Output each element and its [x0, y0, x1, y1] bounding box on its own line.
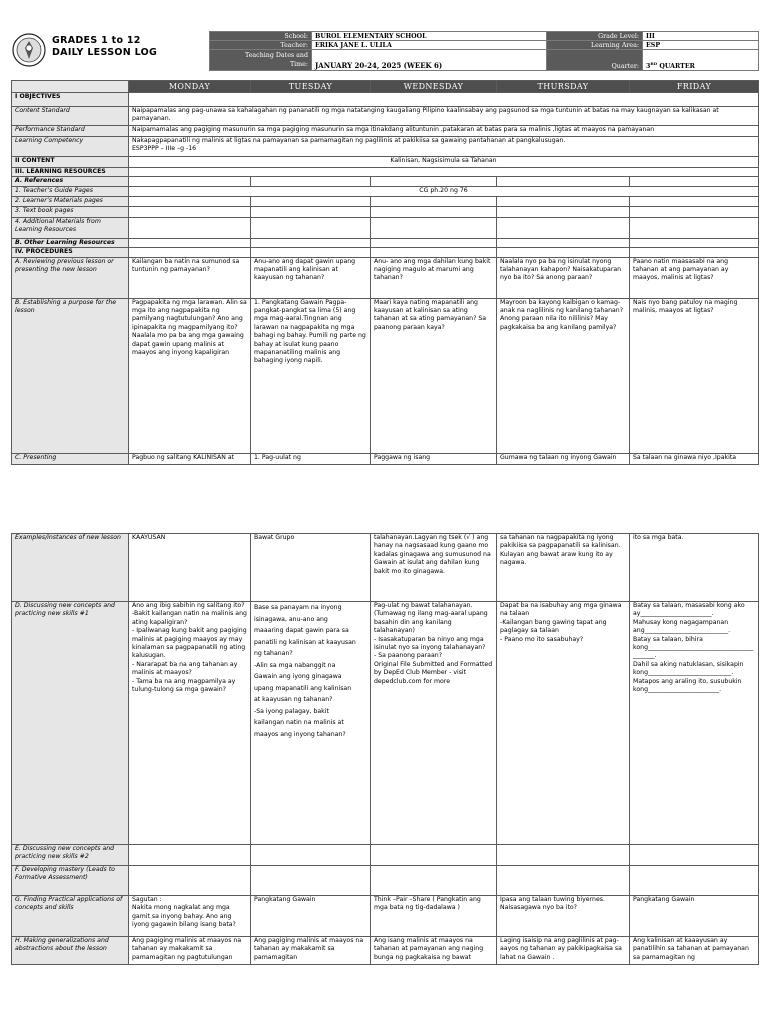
other-thu — [497, 238, 630, 247]
learning-competency-code: ESP3PPP – IIIe –g -16 — [132, 145, 197, 153]
practical-wed: Think –Pair –Share ( Pangkatin ang mga bata ng tig-dadalawa ) — [371, 896, 497, 937]
discuss1-fri — [630, 602, 759, 845]
review-tue: Anu-ano ang dapat gawin upang mapanatili ang kalinisan at kaayusan ng tahanan? — [251, 257, 371, 298]
discuss1-thu — [497, 602, 630, 845]
mastery-fri — [630, 866, 759, 896]
learners-mon — [129, 196, 251, 206]
presenting-fri: Sa talaan na ginawa niyo ,Ipakita — [630, 453, 759, 464]
discuss2-wed — [371, 845, 497, 866]
day-thursday: THURSDAY — [497, 81, 630, 93]
mastery-mon — [129, 866, 251, 896]
practical-fri: Pangkatang Gawain — [630, 896, 759, 937]
references-wed — [371, 177, 497, 186]
additional-thu — [497, 217, 630, 238]
textbook-fri — [630, 206, 759, 217]
learning-resources-label: III. LEARNING RESOURCES — [12, 168, 129, 177]
lesson-log-table-page1 — [11, 80, 759, 465]
discuss1-tue-line: -Sa iyong palagay, bakit kailangan natin na malinis at maayos ang inyong tahanan? — [254, 707, 346, 738]
review-fri: Paano natin maasasabi na ang tahanan at ang pamayanan ay maayos, malinis at ligtas? — [630, 257, 759, 298]
form-title — [52, 35, 157, 59]
procedures-thu — [497, 248, 630, 257]
discuss1-mon-line: Ano ang ibig sabihin ng salitang ito? — [132, 602, 245, 609]
other-wed — [371, 238, 497, 247]
discuss1-tue-line: -Alin sa mga nabanggit na Gawain ang iyong ginagawa upang mapanatili ang kalinisan at kaayusan ng tahanan? — [254, 661, 352, 703]
examples-label: Examples/instances of new lesson — [12, 534, 129, 602]
dates-label-line1: Teaching Dates and — [244, 52, 308, 59]
learners-wed — [371, 196, 497, 206]
header-info-table — [209, 31, 759, 71]
dates-value: JANUARY 20-24, 2025 (WEEK 6) — [312, 50, 547, 71]
content-value: Kalinisan, Nagsisimula sa Tahanan — [129, 157, 759, 168]
discuss1-wed-line: - Isasakatuparan ba ninyo ang mga isinulat nyo sa inyong talahanayan? — [374, 635, 486, 652]
area-value: ESP — [643, 41, 759, 50]
discuss2-label: E. Discussing new concepts and practicing new skills #2 — [12, 845, 129, 866]
examples-wed: talahanayan.Lagyan ng tsek (√ ) ang hanay na nagsasaad kung gaano mo kadalas ginagawa ang sumusunod na Gawain at isulat ang dahilan kung bakit mo ito ginagawa. — [371, 534, 497, 602]
procedures-mon — [129, 248, 251, 257]
additional-wed — [371, 217, 497, 238]
objectives-cell — [129, 93, 759, 107]
day-friday: FRIDAY — [630, 81, 759, 93]
discuss1-fri-line: Batay sa talaan, bihira kong_________________________________________. — [633, 635, 754, 660]
procedures-tue — [251, 248, 371, 257]
quarter-num: 3 — [646, 63, 651, 70]
performance-standard-label: Performance Standard — [12, 126, 129, 137]
discuss2-tue — [251, 845, 371, 866]
content-label: II CONTENT — [12, 157, 129, 168]
learning-resources-cell — [129, 168, 759, 177]
purpose-tue: 1. Pangkatang Gawain Pagpa-pangkat-pangkat sa lima (5) ang mga mag-aaral.Tingnan ang larawan na nagpapakita ng mga bahagi ng bahay. Pumili ng parte ng bahay at isulat kung paano mapananatiling malinis ang bahaging iyong napili. — [251, 298, 371, 453]
learning-competency-value — [129, 137, 759, 157]
learning-competency-text: Nakapagpapanatili ng malinis at ligtas na pamayanan sa pamamagitan ng paglilinis at pakikiisa sa gawaing pantahanan at pangkalusugan. — [132, 137, 566, 144]
examples-mon: KAAYUSAN — [129, 534, 251, 602]
quarter-label: Quarter: — [547, 50, 643, 71]
other-tue — [251, 238, 371, 247]
references-label: A. References — [12, 177, 129, 186]
discuss1-wed — [371, 602, 497, 845]
presenting-tue: 1. Pag-uulat ng — [251, 453, 371, 464]
additional-fri — [630, 217, 759, 238]
generalize-thu: Laging isaisip na ang paglilinis at pag-aayos ng tahanan ay pakikipagkaisa sa lahat na Gawain . — [497, 937, 630, 965]
discuss1-wed-line: Original File Submitted and Formatted by DepEd Club Member - visit depedclub.com for more — [374, 660, 493, 685]
generalize-mon: Ang pagiging malinis at maayos na tahanan ay makakamit sa pamamagitan ng pagtutulungan — [129, 937, 251, 965]
presenting-wed: Paggawa ng isang — [371, 453, 497, 464]
mastery-tue — [251, 866, 371, 896]
mastery-wed — [371, 866, 497, 896]
references-mon — [129, 177, 251, 186]
textbook-tue — [251, 206, 371, 217]
grade-label: Grade Level: — [547, 32, 643, 41]
examples-thu: sa tahanan na nagpapakita ng iyong pakikiisa sa pagpapanatili sa kalinisan. Kulayan ang bawat araw kung ito ay nagawa. — [497, 534, 630, 602]
practical-thu: Ipasa ang talaan tuwing biyernes. Naisasagawa nyo ba ito? — [497, 896, 630, 937]
examples-fri: ito sa mga bata. — [630, 534, 759, 602]
form-title-line2: DAILY LESSON LOG — [52, 47, 158, 58]
mastery-thu — [497, 866, 630, 896]
mastery-label: F. Developing mastery (Leads to Formative Assessment) — [12, 866, 129, 896]
quarter-word: QUARTER — [657, 63, 695, 70]
textbook-thu — [497, 206, 630, 217]
teacher-label: Teacher: — [210, 41, 312, 50]
discuss2-mon — [129, 845, 251, 866]
presenting-mon: Pagbuo ng salitang KALINISAN at — [129, 453, 251, 464]
grade-value: III — [643, 32, 759, 41]
textbook-wed — [371, 206, 497, 217]
school-value: BUROL ELEMENTARY SCHOOL — [312, 32, 547, 41]
day-wednesday: WEDNESDAY — [371, 81, 497, 93]
content-standard-value: Naipapamalas ang pag-unawa sa kahalagahan ng pananatili ng mga natatanging kaugaliang Pilipino kaalinsabay ang pagsunod sa mga tuntunin at batas na may kaugnayan sa kalikasan at pamayanan. — [129, 107, 759, 126]
other-fri — [630, 238, 759, 247]
review-label: A. Reviewing previous lesson or presenting the new lesson — [12, 257, 129, 298]
objectives-label: I OBJECTIVES — [12, 93, 129, 107]
dates-label-line2: Time: — [289, 61, 308, 68]
teachers-guide-value: CG ph.20 ng 76 — [129, 186, 759, 196]
discuss1-mon-line: -Bakit kailangan natin na malinis ang ating kapaligiran? — [132, 610, 247, 626]
review-mon: Kailangan ba natin na sumunod sa tuntunin ng pamayanan? — [129, 257, 251, 298]
learners-materials-label: 2. Learner’s Materials pages — [12, 196, 129, 206]
review-wed: Anu- ano ang mga dahilan kung bakit nagiging magulo at marumi ang tahanan? — [371, 257, 497, 298]
additional-materials-label: 4. Additional Materials from Learning Resources — [12, 217, 129, 238]
discuss1-thu-line: - Paano mo ito sasabuhay? — [500, 635, 584, 643]
learners-tue — [251, 196, 371, 206]
discuss1-mon — [129, 602, 251, 845]
other-mon — [129, 238, 251, 247]
presenting-thu: Gumawa ng talaan ng inyong Gawain — [497, 453, 630, 464]
quarter-suffix: RD — [650, 60, 658, 66]
purpose-fri: Nais nyo bang patuloy na maging malinis, maayos at ligtas? — [630, 298, 759, 453]
dates-label — [210, 50, 312, 71]
learners-fri — [630, 196, 759, 206]
references-tue — [251, 177, 371, 186]
purpose-wed: Maari kaya nating mapanatili ang kaayusan at kalinisan sa ating tahanan at sa ating pamayanan? Sa paanong paraan kaya? — [371, 298, 497, 453]
procedures-wed — [371, 248, 497, 257]
performance-standard-value: Naipamamalas ang pagiging masunurin sa mga pagiging masunurin sa mga itinakdang alituntunin ,patakaran at batas para sa malinis ,ligtas at maayos na pamayanan — [129, 126, 759, 137]
references-fri — [630, 177, 759, 186]
discuss1-mon-line: - Tama ba na ang magpamilya ay tulung-tulong sa mga gawain? — [132, 677, 236, 694]
discuss1-fri-line: Dahil sa aking natuklasan, sisikapin kong___________________________. — [633, 660, 744, 677]
procedures-label: IV. PROCEDURES — [12, 248, 129, 257]
discuss1-thu-line: -Kailangan bang gawing tapat ang paglagay sa talaan — [500, 618, 607, 635]
additional-mon — [129, 217, 251, 238]
practical-label: G. Finding Practical applications of concepts and skills — [12, 896, 129, 937]
discuss1-fri-line: Batay sa talaan, masasabi kong ako ay_______________________. — [633, 602, 745, 618]
examples-tue: Bawat Grupo — [251, 534, 371, 602]
school-label: School: — [210, 32, 312, 41]
generalize-tue: Ang pagiging malinis at maayos na tahanan ay makakamit sa pamamagitan — [251, 937, 371, 965]
generalize-fri: Ang kalinisan at kaaayusan ay panatilihin sa tahanan at pamayanan sa pamamagitan ng — [630, 937, 759, 965]
learners-thu — [497, 196, 630, 206]
discuss1-label: D. Discussing new concepts and practicing new skills #1 — [12, 602, 129, 845]
corner-cell — [12, 81, 129, 93]
purpose-mon: Pagpapakita ng mga larawan. Alin sa mga ito ang nagpapakita ng pamilyang nagtutulungan? Ano ang ipinapakita ng magpamilyang ito? Naalala mo pa ba ang mga gawaing dapat gawin upang malinis at maayos ang inyong kapaligiran — [129, 298, 251, 453]
discuss1-fri-line: Mahusay kong nagagampanan ang___________________________. — [633, 618, 731, 635]
teacher-value: ERIKA JANE L. ULILA — [312, 41, 547, 50]
textbook-mon — [129, 206, 251, 217]
discuss1-thu-line: Dapat ba na isabuhay ang mga ginawa na talaan — [500, 602, 622, 618]
deped-seal-icon — [12, 33, 46, 67]
area-label: Learning Area: — [547, 41, 643, 50]
review-thu: Naalala nyo pa ba ng isinulat nyong talahanayan kahapon? Naisakatuparan nyo ba ito? Sa anong paraan? — [497, 257, 630, 298]
discuss2-fri — [630, 845, 759, 866]
purpose-thu: Mayroon ba kayong kaibigan o kamag-anak na naglilinis ng kanilang tahanan? Anong paraan nila ito nililinis? May pagkakaisa ba ang kanilang pamilya? — [497, 298, 630, 453]
discuss1-tue-line: Base sa panayam na inyong isinagawa, anu-ano ang maaaring dapat gawin para sa panatili ng kalinisan at kaayusan ng tahanan? — [254, 604, 356, 657]
generalize-wed: Ang isang malinis at maayos na tahanan at pamayanan ang naging bunga ng pagkakaisa ng bawat — [371, 937, 497, 965]
purpose-label: B. Establishing a purpose for the lesson — [12, 298, 129, 453]
day-tuesday: TUESDAY — [251, 81, 371, 93]
quarter-value — [643, 50, 759, 71]
discuss1-fri-line: Matapos ang araling ito, susubukin kong_______________________. — [633, 677, 742, 694]
discuss1-mon-line: - Ipaliwanag kung bakit ang pagiging malinis at pagiging maayos ay may kinalaman sa pagpapanatili ng ating kalusugan. — [132, 627, 247, 660]
discuss1-tue — [251, 602, 371, 845]
lesson-log-table-page2 — [11, 533, 759, 965]
references-thu — [497, 177, 630, 186]
learning-competency-label: Learning Competency — [12, 137, 129, 157]
form-title-line1: GRADES 1 to 12 — [52, 35, 141, 46]
textbook-label: 3. Text book pages — [12, 206, 129, 217]
practical-mon: Sagutan : Nakita mong nagkalat ang mga gamit sa inyong bahay. Ano ang iyong gagawin bilang isang bata? — [129, 896, 251, 937]
generalize-label: H. Making generalizations and abstractions about the lesson — [12, 937, 129, 965]
teachers-guide-label: 1. Teacher’s Guide Pages — [12, 186, 129, 196]
practical-tue: Pangkatang Gawain — [251, 896, 371, 937]
discuss1-wed-line: - Sa paanong paraan? — [374, 652, 442, 660]
presenting-label: C. Presenting — [12, 453, 129, 464]
discuss1-wed-line: Pag-ulat ng bawat talahanayan.(Tumawag ng ilang mag-aaral upang basahin din ang kanilang talahanayan) — [374, 602, 488, 635]
discuss2-thu — [497, 845, 630, 866]
discuss1-mon-line: - Nararapat ba na ang tahanan ay malinis at maayos? — [132, 660, 238, 677]
content-standard-label: Content Standard — [12, 107, 129, 126]
day-monday: MONDAY — [129, 81, 251, 93]
additional-tue — [251, 217, 371, 238]
other-resources-label: B. Other Learning Resources — [12, 238, 129, 247]
procedures-fri — [630, 248, 759, 257]
